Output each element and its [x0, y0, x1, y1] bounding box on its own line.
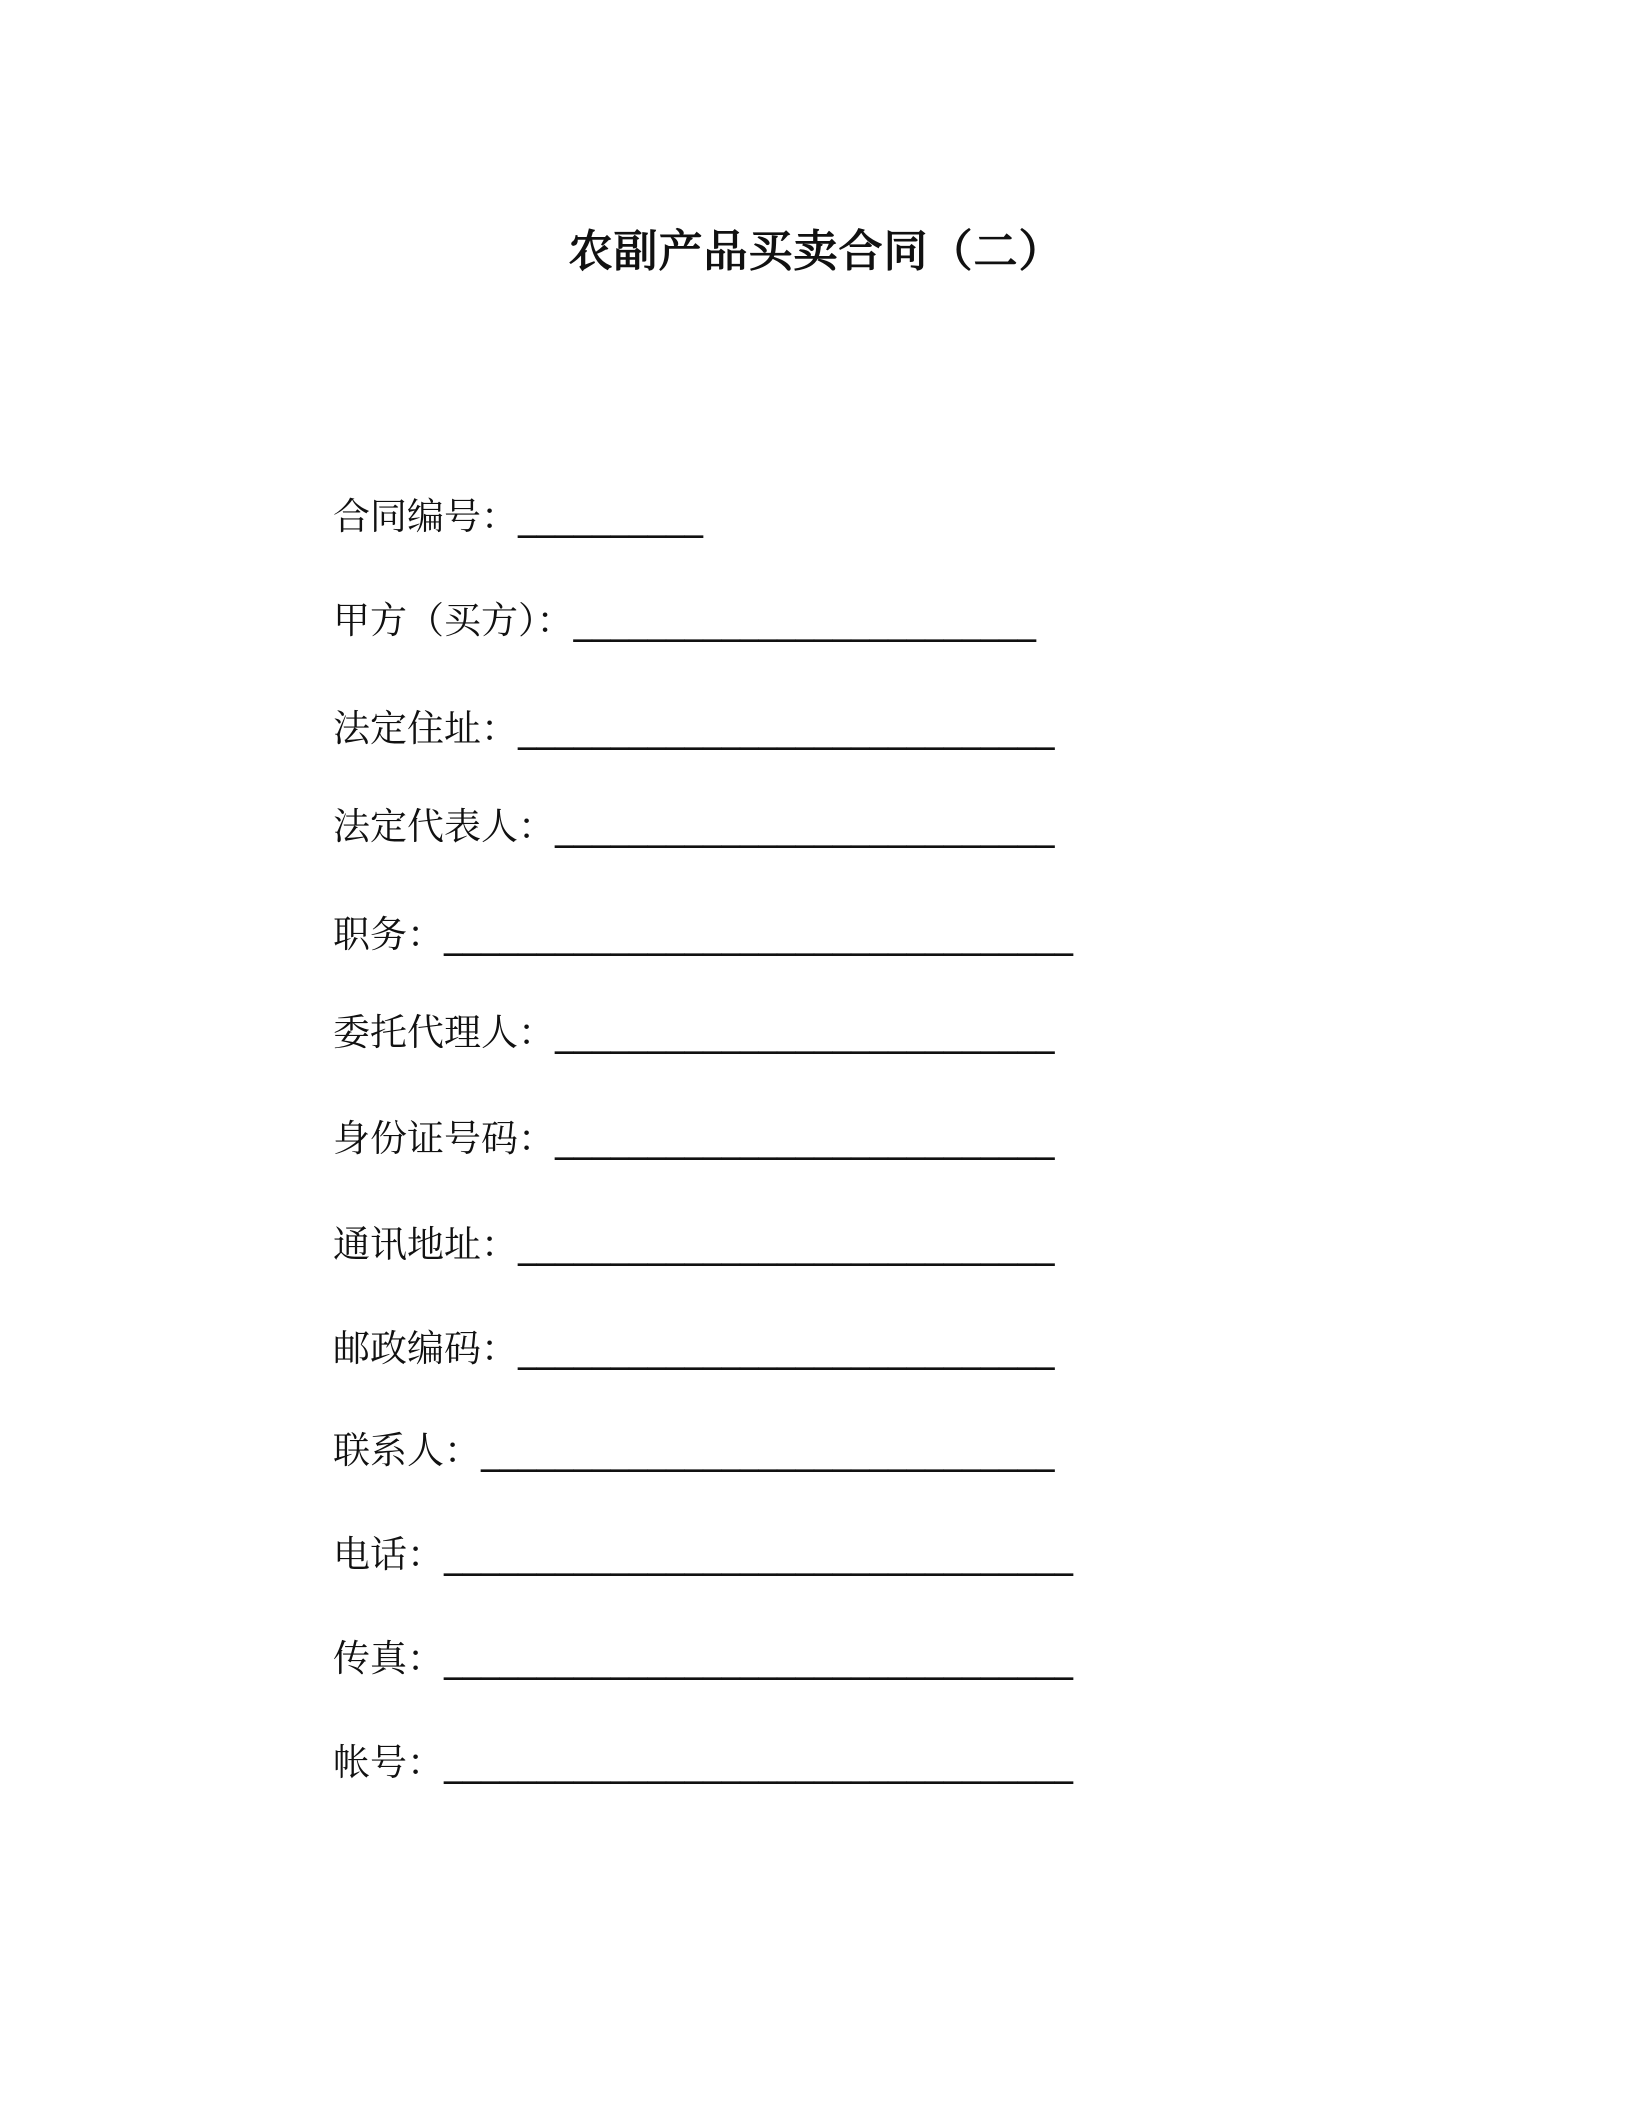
field-postal-code [333, 1324, 1055, 1374]
document-title: 农副产品买卖合同（二） [568, 226, 1064, 277]
field-authorized-agent [333, 1008, 1055, 1058]
field-text: 电话：__________________________________ [333, 1533, 1073, 1576]
field-contact-person [333, 1426, 1055, 1476]
field-mailing-address [333, 1220, 1055, 1270]
field-position [333, 910, 1073, 960]
field-text: 帐号：__________________________________ [333, 1741, 1073, 1784]
field-text: 甲方（买方）：_________________________ [333, 599, 1036, 642]
field-text: 法定代表人：___________________________ [333, 805, 1055, 848]
field-text: 委托代理人：___________________________ [333, 1011, 1055, 1054]
field-party-a [333, 596, 1036, 646]
field-text: 职务：__________________________________ [333, 913, 1073, 956]
field-text: 通讯地址：_____________________________ [333, 1223, 1055, 1266]
field-text: 联系人：_______________________________ [333, 1429, 1055, 1472]
field-text: 法定住址：_____________________________ [333, 707, 1055, 750]
field-id-number [333, 1114, 1055, 1164]
field-legal-representative [333, 802, 1055, 852]
field-legal-address [333, 704, 1055, 754]
field-text: 合同编号：__________ [333, 495, 703, 538]
field-text: 传真：__________________________________ [333, 1637, 1073, 1680]
field-phone [333, 1530, 1073, 1580]
field-account-number [333, 1738, 1073, 1788]
field-contract-number [333, 492, 703, 542]
field-text: 身份证号码：___________________________ [333, 1117, 1055, 1160]
field-fax [333, 1634, 1073, 1684]
field-text: 邮政编码：_____________________________ [333, 1327, 1055, 1370]
